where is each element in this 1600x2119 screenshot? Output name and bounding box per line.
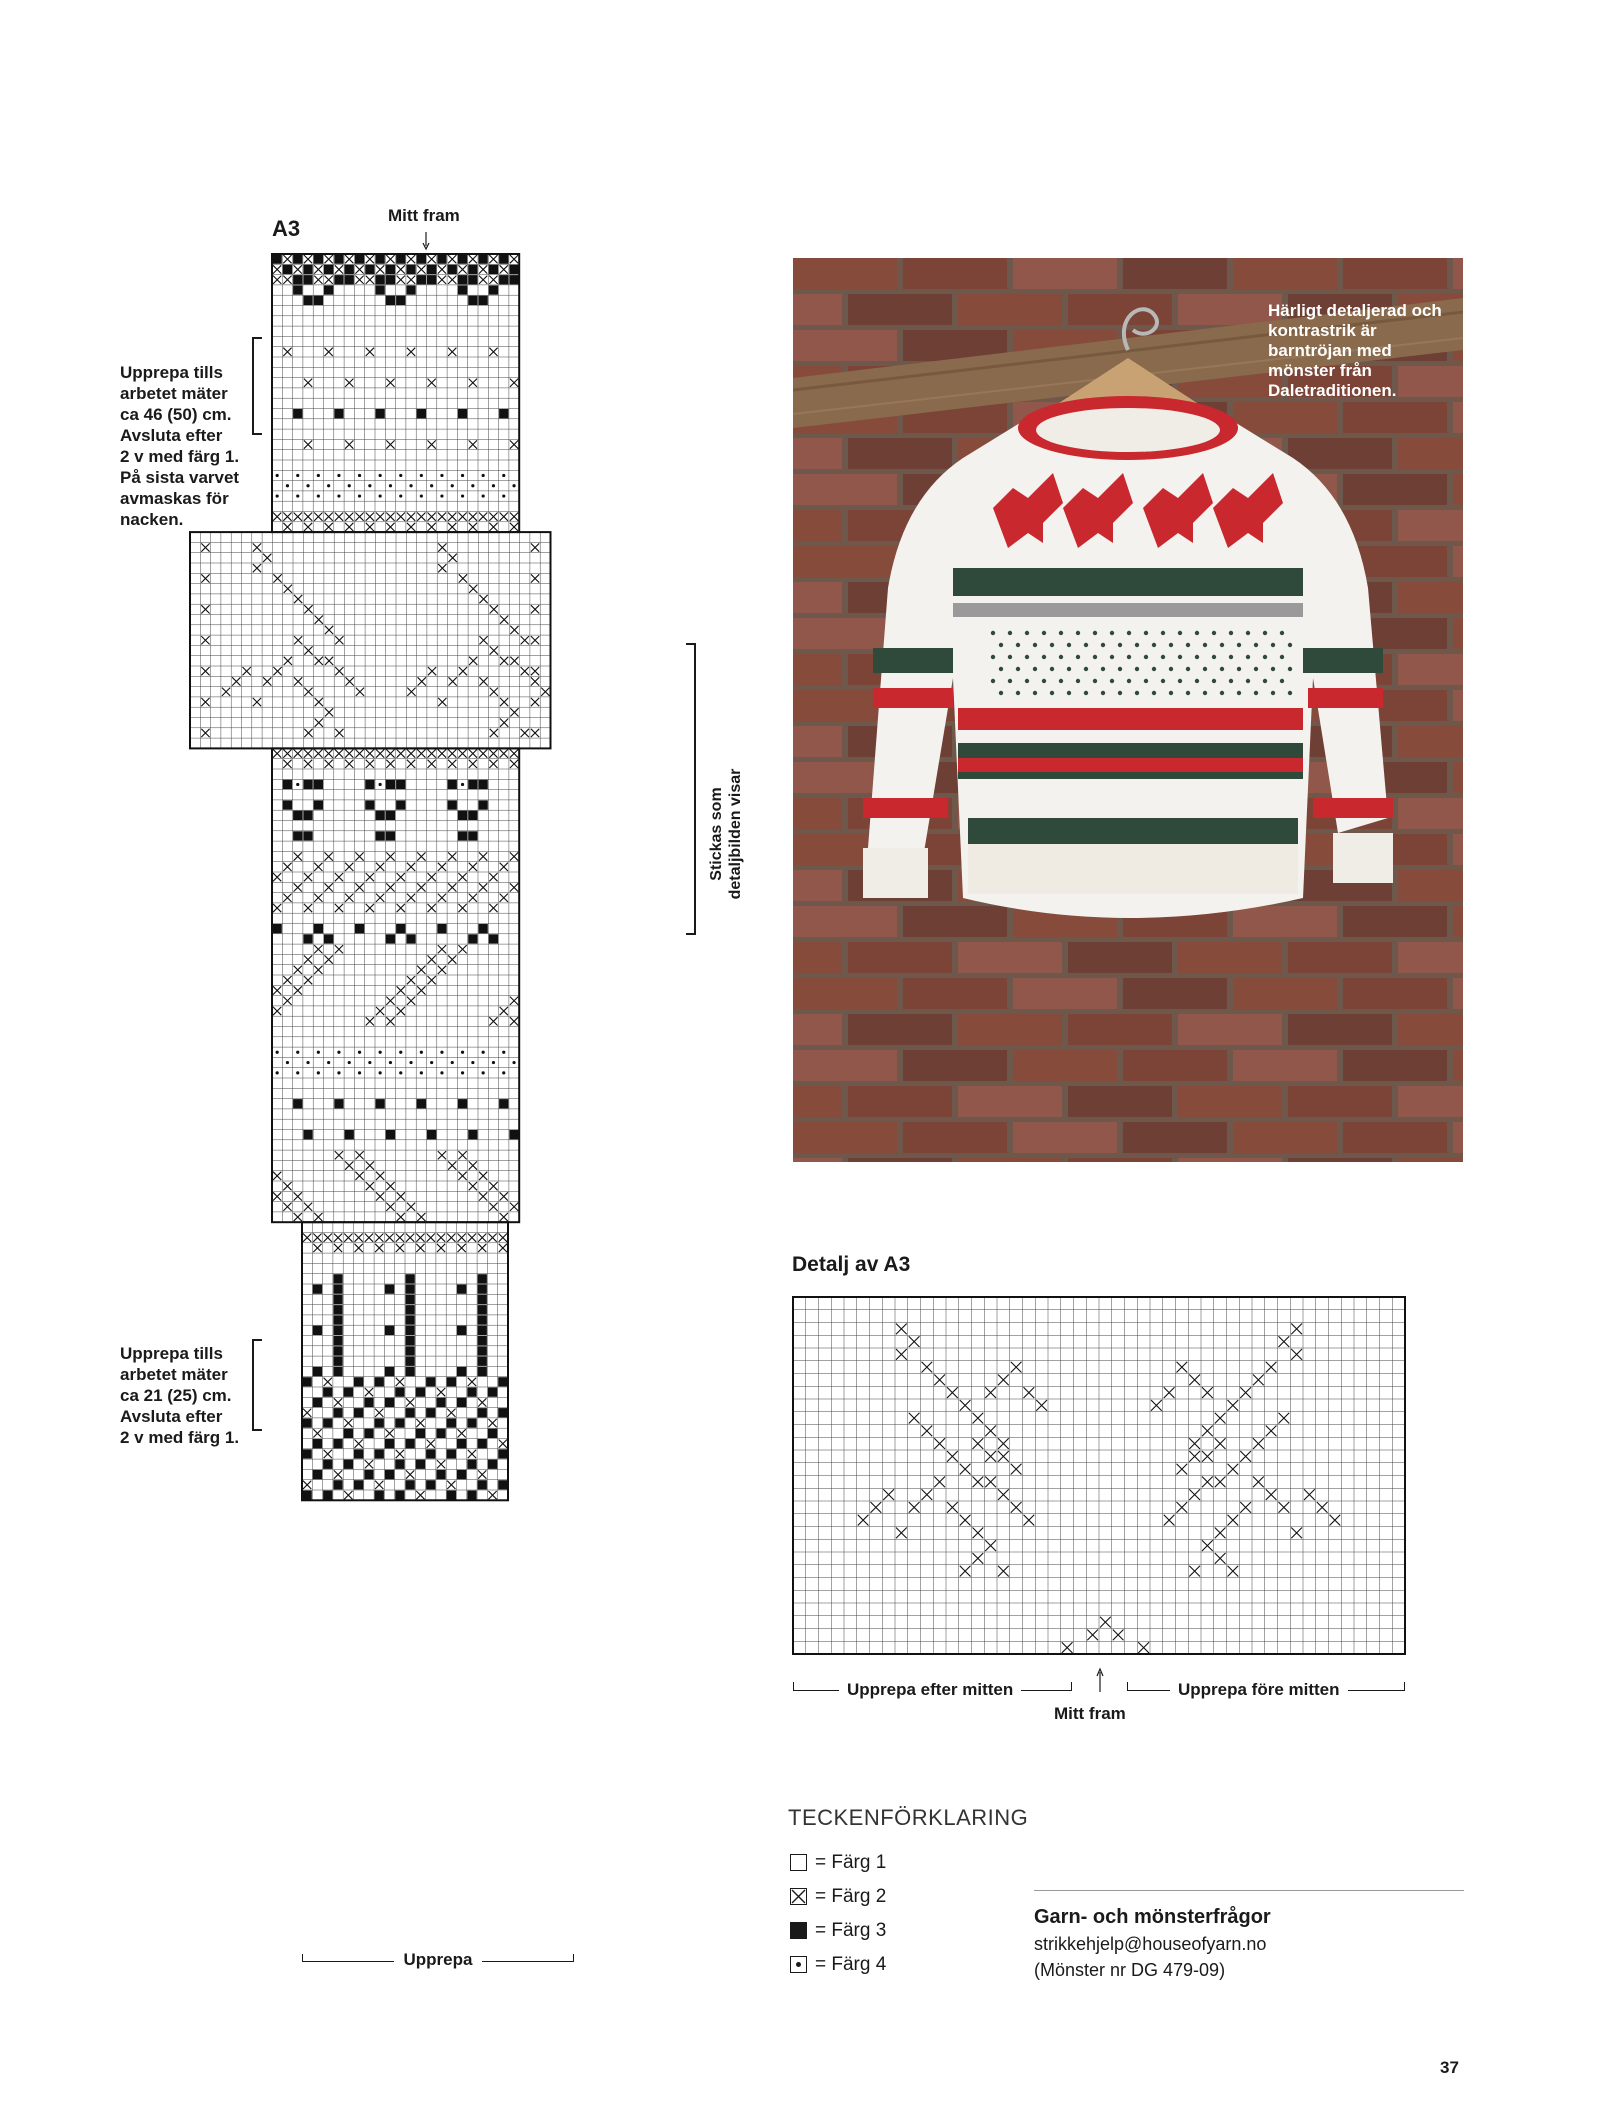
yarn-questions-title: Garn- och mönsterfrågor bbox=[1034, 1906, 1271, 1928]
center-arrow-icon bbox=[423, 232, 429, 250]
yarn-email: strikkehjelp@houseofyarn.no bbox=[1034, 1934, 1267, 1954]
filled-icon bbox=[790, 1922, 807, 1939]
repeat-note-upper: Upprepa tills arbetet mäter ca 46 (50) cm. Avsluta efter 2 v med färg 1. På sista varvet avmaskas för nacken. bbox=[120, 363, 240, 529]
legend-item-color1: = Färg 1 bbox=[790, 1852, 886, 1874]
detail-center-arrow-icon bbox=[1096, 1668, 1104, 1694]
knitting-chart-a3 bbox=[186, 254, 680, 1956]
legend-title: TECKENFÖRKLARING bbox=[788, 1805, 1029, 1830]
dot-icon bbox=[790, 1956, 807, 1973]
photo-caption: Härligt detaljerad och kontrastrik är barntröjan med mönster från Daletraditionen. bbox=[1268, 301, 1442, 400]
empty-icon bbox=[790, 1854, 807, 1871]
chart-title: A3 bbox=[272, 216, 301, 241]
detail-title: Detalj av A3 bbox=[792, 1253, 911, 1276]
detail-center-label: Mitt fram bbox=[1046, 1704, 1134, 1724]
detail-chart bbox=[793, 1297, 1405, 1665]
detail-labels bbox=[793, 1668, 1405, 1728]
pattern-number: (Mönster nr DG 479-09) bbox=[1034, 1960, 1226, 1980]
bottom-repeat-label: Upprepa bbox=[302, 1950, 574, 1974]
legend-item-color4: = Färg 4 bbox=[790, 1954, 886, 1976]
side-knit-label: Stickas som detaljbilden visar bbox=[708, 768, 744, 900]
repeat-note-lower: Upprepa tills arbetet mäter ca 21 (25) cm. Avsluta efter 2 v med färg 1. bbox=[120, 1344, 240, 1447]
repeat-after-center-label: Upprepa efter mitten bbox=[839, 1680, 1021, 1700]
divider bbox=[1034, 1890, 1464, 1891]
repeat-before-center-label: Upprepa före mitten bbox=[1170, 1680, 1348, 1700]
legend-item-color2: = Färg 2 bbox=[790, 1886, 886, 1908]
cross-icon bbox=[790, 1888, 807, 1905]
page-number: 37 bbox=[1440, 2058, 1459, 2077]
center-front-label: Mitt fram bbox=[388, 206, 460, 225]
legend-item-color3: = Färg 3 bbox=[790, 1920, 886, 1942]
